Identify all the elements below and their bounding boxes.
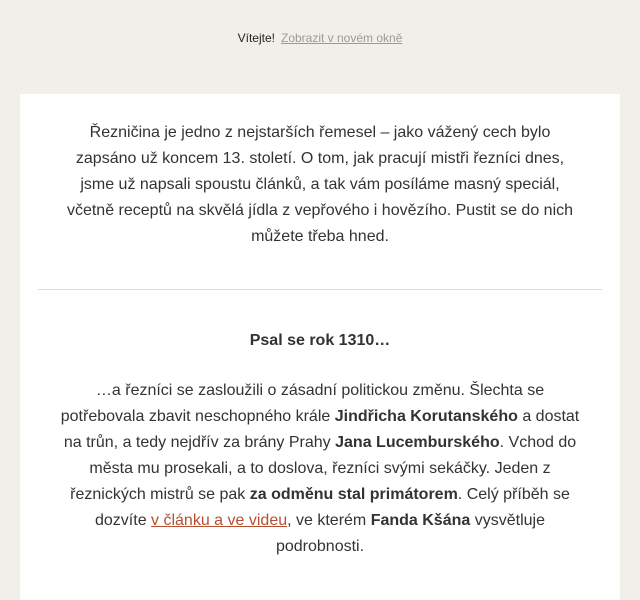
greeting-text: Vítejte! bbox=[237, 31, 275, 45]
new-king-name: Jana Lucemburského bbox=[335, 434, 500, 451]
section-divider bbox=[38, 289, 602, 290]
paragraph-text-1: …a řezníci se zasloužili o zásadní politickou změnu. Šlechta se potřebovala zbavit neschopného krále bbox=[60, 382, 545, 425]
section-heading: Psal se rok 1310… bbox=[249, 332, 391, 349]
reward-text: za odměnu stal primátorem bbox=[249, 486, 458, 503]
article-video-link[interactable]: v článku a ve videu bbox=[151, 512, 288, 529]
section-paragraph bbox=[54, 378, 586, 560]
paragraph-text-5: , ve kterém bbox=[287, 512, 371, 529]
paragraph-text-3: . Vchod do města mu prosekali, a to doslova, řezníci svými sekáčky. Jeden z řeznických mistrů se pak bbox=[70, 434, 577, 503]
presenter-name: Fanda Kšána bbox=[370, 512, 471, 529]
paragraph-text-6: vysvětluje podrobnosti. bbox=[275, 512, 545, 555]
email-header bbox=[0, 0, 640, 76]
king-name: Jindřicha Korutanského bbox=[334, 408, 518, 425]
email-content-card bbox=[20, 94, 620, 600]
paragraph-text-2: a dostat na trůn, a tedy nejdřív za brány Prahy bbox=[63, 408, 580, 451]
open-in-new-window-link[interactable]: Zobrazit v novém okně bbox=[280, 31, 403, 45]
intro-paragraph: Řezničina je jedno z nejstarších řemesel – jako vážený cech bylo zapsáno už koncem 13. století. O tom, jak pracují mistři řezníci dnes, jsme už napsali spoustu článků, a tak vám posíláme masný speciál, včetně receptů na skvělá jídla z vepřového i hovězího. Pustit se do nich můžete třeba hned. bbox=[66, 124, 574, 245]
paragraph-text-4: . Celý příběh se dozvíte bbox=[95, 486, 570, 529]
